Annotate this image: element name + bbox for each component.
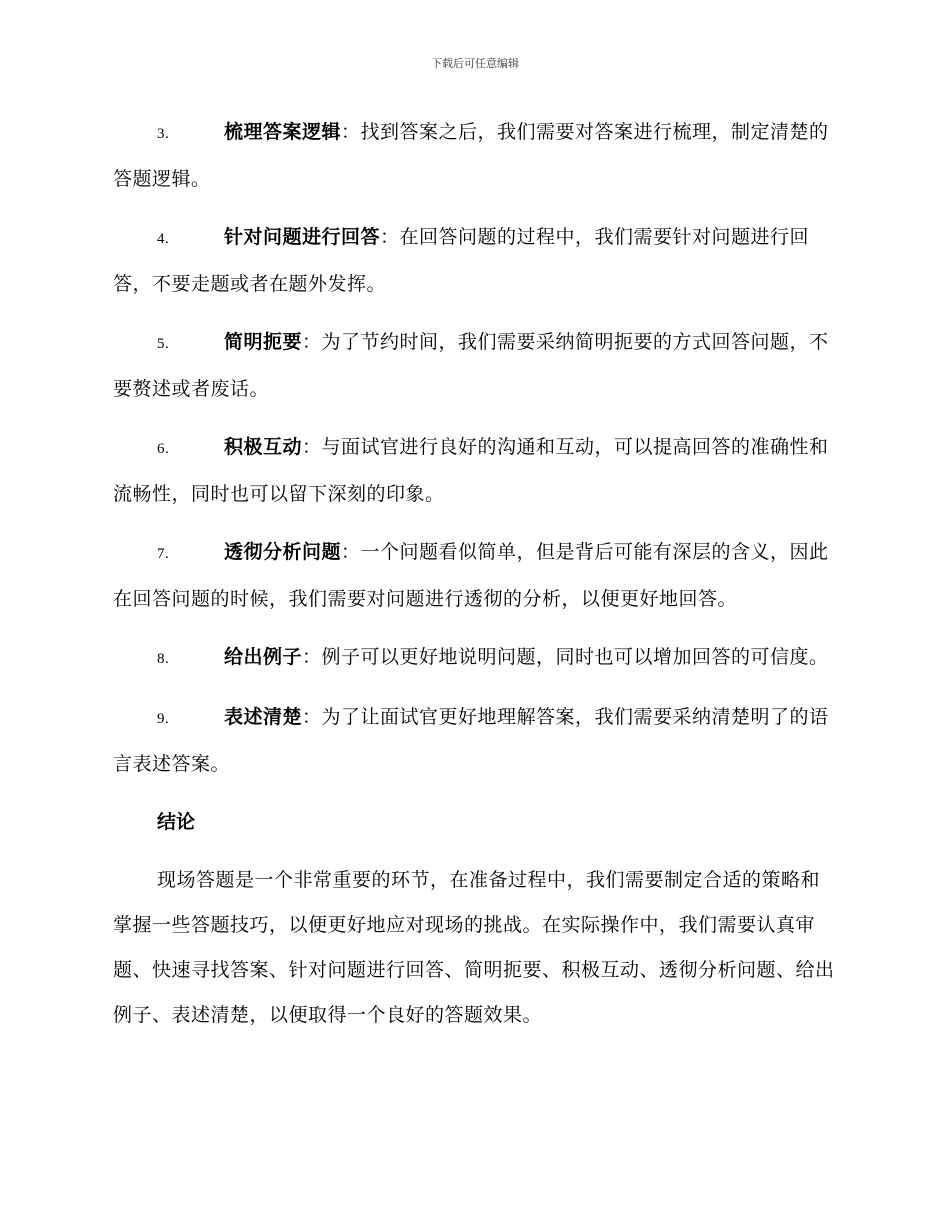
- item-number: 4.: [157, 231, 170, 247]
- item-text: ：例子可以更好地说明问题，同时也可以增加回答的可信度。: [302, 646, 829, 668]
- list-item: [113, 695, 838, 787]
- list-item: [113, 320, 838, 412]
- item-text: ：为了节约时间，我们需要采纳简明扼要的方式回答问题，不要赘述或者废话。: [113, 331, 829, 400]
- document-body: [113, 110, 838, 1038]
- list-item: [113, 110, 838, 202]
- item-number: 5.: [157, 336, 170, 352]
- item-term: 积极互动: [224, 436, 303, 458]
- item-term: 表述清楚: [224, 706, 303, 728]
- list-item: [113, 215, 838, 307]
- conclusion-paragraph: 现场答题是一个非常重要的环节，在准备过程中，我们需要制定合适的策略和掌握一些答题技巧，以便更好地应对现场的挑战。在实际操作中，我们需要认真审题、快速寻找答案、针对问题进行回答、简明扼要、积极互动、透彻分析问题、给出例子、表述清楚，以便取得一个良好的答题效果。: [113, 869, 835, 1026]
- item-term: 简明扼要: [224, 331, 303, 353]
- item-number: 3.: [157, 126, 170, 142]
- item-text: ：一个问题看似简单，但是背后可能有深层的含义，因此在回答问题的时候，我们需要对问题进行透彻的分析，以便更好地回答。: [113, 541, 829, 610]
- list-item: [113, 635, 838, 682]
- list-item: [113, 530, 838, 622]
- list-item: [113, 425, 838, 517]
- item-term: 针对问题进行回答: [224, 226, 381, 248]
- item-term: 透彻分析问题: [224, 541, 342, 563]
- item-number: 8.: [157, 651, 170, 667]
- item-text: ：在回答问题的过程中，我们需要针对问题进行回答，不要走题或者在题外发挥。: [113, 226, 810, 295]
- item-text: ：与面试官进行良好的沟通和互动，可以提高回答的准确性和流畅性，同时也可以留下深刻的印象。: [113, 436, 829, 505]
- item-text: ：找到答案之后，我们需要对答案进行梳理，制定清楚的答题逻辑。: [113, 121, 829, 190]
- conclusion-heading: 结论: [157, 811, 196, 833]
- item-number: 6.: [157, 441, 170, 457]
- item-number: 9.: [157, 711, 170, 727]
- item-term: 梳理答案逻辑: [224, 121, 342, 143]
- item-text: ：为了让面试官更好地理解答案，我们需要采纳清楚明了的语言表述答案。: [113, 706, 829, 775]
- item-number: 7.: [157, 546, 170, 562]
- item-term: 给出例子: [224, 646, 303, 668]
- header-note: 下载后可任意编辑: [431, 57, 519, 70]
